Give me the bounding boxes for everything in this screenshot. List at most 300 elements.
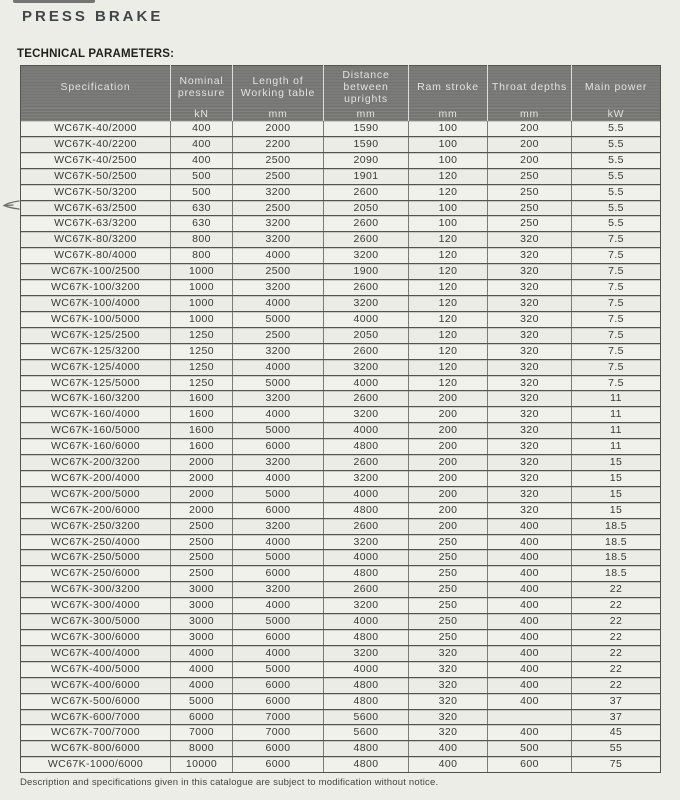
value-cell: 3200 [233, 391, 324, 407]
value-cell: 8000 [171, 741, 233, 757]
spec-cell: WC67K-160/4000 [21, 407, 171, 423]
value-cell: 250 [409, 534, 488, 550]
value-cell: 5000 [233, 486, 324, 502]
value-cell: 250 [409, 614, 488, 630]
value-cell: 7.5 [572, 232, 661, 248]
value-cell: 200 [409, 486, 488, 502]
spec-cell: WC67K-250/4000 [21, 534, 171, 550]
value-cell: 120 [409, 327, 488, 343]
value-cell: 6000 [233, 677, 324, 693]
value-cell: 7.5 [572, 375, 661, 391]
value-cell: 6000 [171, 709, 233, 725]
value-cell: 3200 [233, 343, 324, 359]
page-title: PRESS BRAKE [22, 8, 164, 25]
spec-cell: WC67K-500/6000 [21, 693, 171, 709]
value-cell: 400 [488, 550, 572, 566]
value-cell: 6000 [233, 502, 324, 518]
value-cell: 2000 [171, 486, 233, 502]
table-row [21, 311, 661, 327]
value-cell: 400 [488, 582, 572, 598]
table-row [21, 582, 661, 598]
value-cell: 22 [572, 661, 661, 677]
spec-cell: WC67K-300/4000 [21, 598, 171, 614]
value-cell: 2000 [233, 121, 324, 136]
value-cell: 100 [409, 136, 488, 152]
value-cell: 1250 [171, 359, 233, 375]
value-cell: 5000 [233, 614, 324, 630]
spec-cell: WC67K-700/7000 [21, 725, 171, 741]
value-cell: 250 [488, 168, 572, 184]
value-cell: 800 [171, 248, 233, 264]
value-cell: 250 [488, 216, 572, 232]
spec-table [20, 65, 661, 773]
value-cell: 55 [572, 741, 661, 757]
table-body [21, 121, 661, 773]
value-cell: 5.5 [572, 168, 661, 184]
value-cell: 1600 [171, 407, 233, 423]
value-cell: 400 [171, 121, 233, 136]
value-cell: 320 [488, 502, 572, 518]
value-cell: 1000 [171, 264, 233, 280]
value-cell: 45 [572, 725, 661, 741]
value-cell: 7.5 [572, 311, 661, 327]
value-cell: 11 [572, 391, 661, 407]
value-cell: 3200 [233, 455, 324, 471]
value-cell: 2600 [324, 216, 409, 232]
value-cell: 5600 [324, 725, 409, 741]
value-cell: 2500 [171, 566, 233, 582]
value-cell: 320 [488, 327, 572, 343]
value-cell: 2090 [324, 152, 409, 168]
value-cell: 400 [488, 661, 572, 677]
value-cell: 3000 [171, 598, 233, 614]
value-cell: 22 [572, 645, 661, 661]
spec-cell: WC67K-400/4000 [21, 645, 171, 661]
value-cell: 2500 [233, 152, 324, 168]
value-cell: 400 [488, 534, 572, 550]
value-cell: 22 [572, 598, 661, 614]
value-cell: 75 [572, 757, 661, 773]
value-cell: 7.5 [572, 280, 661, 296]
value-cell: 120 [409, 343, 488, 359]
table-row [21, 168, 661, 184]
spec-cell: WC67K-160/6000 [21, 439, 171, 455]
table-row [21, 693, 661, 709]
value-cell: 3200 [324, 248, 409, 264]
spec-cell: WC67K-250/5000 [21, 550, 171, 566]
value-cell: 5.5 [572, 184, 661, 200]
spec-cell: WC67K-100/3200 [21, 280, 171, 296]
value-cell: 4000 [324, 614, 409, 630]
value-cell: 5.5 [572, 216, 661, 232]
value-cell: 320 [488, 470, 572, 486]
value-cell: 3200 [324, 295, 409, 311]
value-cell: 3200 [233, 582, 324, 598]
spec-cell: WC67K-50/2500 [21, 168, 171, 184]
value-cell: 11 [572, 439, 661, 455]
table-row [21, 470, 661, 486]
value-cell: 4000 [233, 470, 324, 486]
value-cell: 4000 [233, 407, 324, 423]
value-cell: 2600 [324, 232, 409, 248]
table-row [21, 375, 661, 391]
value-cell: 4000 [324, 550, 409, 566]
table-row [21, 661, 661, 677]
value-cell: 120 [409, 264, 488, 280]
spec-cell: WC67K-300/6000 [21, 630, 171, 646]
value-cell: 2600 [324, 280, 409, 296]
table-row [21, 598, 661, 614]
value-cell: 7.5 [572, 264, 661, 280]
value-cell: 320 [488, 248, 572, 264]
value-cell: 4800 [324, 757, 409, 773]
value-cell: 250 [409, 582, 488, 598]
table-row [21, 630, 661, 646]
value-cell: 200 [488, 136, 572, 152]
value-cell: 320 [488, 311, 572, 327]
table-row [21, 264, 661, 280]
value-cell: 120 [409, 248, 488, 264]
table-row [21, 121, 661, 136]
value-cell: 4000 [171, 645, 233, 661]
spec-cell: WC67K-63/3200 [21, 216, 171, 232]
value-cell: 6000 [233, 630, 324, 646]
spec-cell: WC67K-800/6000 [21, 741, 171, 757]
value-cell: 4800 [324, 439, 409, 455]
value-cell: 5000 [233, 661, 324, 677]
table-row [21, 216, 661, 232]
value-cell: 400 [488, 645, 572, 661]
value-cell: 4000 [171, 661, 233, 677]
value-cell: 4000 [324, 375, 409, 391]
table-row [21, 327, 661, 343]
value-cell: 2000 [171, 455, 233, 471]
value-cell: 4000 [233, 598, 324, 614]
value-cell: 37 [572, 693, 661, 709]
value-cell: 4000 [171, 677, 233, 693]
value-cell: 320 [409, 661, 488, 677]
table-row [21, 566, 661, 582]
value-cell: 18.5 [572, 566, 661, 582]
spec-cell: WC67K-100/4000 [21, 295, 171, 311]
value-cell: 200 [409, 502, 488, 518]
col-unit-main-power: kW [572, 108, 661, 121]
spec-cell: WC67K-250/6000 [21, 566, 171, 582]
value-cell: 200 [488, 121, 572, 136]
value-cell: 2500 [233, 168, 324, 184]
value-cell: 3200 [324, 359, 409, 375]
value-cell: 200 [409, 407, 488, 423]
value-cell [488, 709, 572, 725]
col-header-throat-depths: Throat depths [488, 66, 572, 109]
value-cell: 320 [409, 645, 488, 661]
value-cell: 4800 [324, 566, 409, 582]
table-row [21, 423, 661, 439]
value-cell: 200 [409, 439, 488, 455]
value-cell: 4000 [233, 359, 324, 375]
value-cell: 18.5 [572, 534, 661, 550]
spec-cell: WC67K-100/5000 [21, 311, 171, 327]
spec-cell: WC67K-125/5000 [21, 375, 171, 391]
value-cell: 2500 [233, 200, 324, 216]
value-cell: 320 [409, 677, 488, 693]
table-row [21, 295, 661, 311]
value-cell: 3200 [324, 598, 409, 614]
value-cell: 6000 [233, 439, 324, 455]
table-row [21, 391, 661, 407]
value-cell: 200 [488, 152, 572, 168]
value-cell: 5.5 [572, 152, 661, 168]
table-row [21, 725, 661, 741]
value-cell: 5000 [171, 693, 233, 709]
spec-cell: WC67K-160/5000 [21, 423, 171, 439]
value-cell: 400 [488, 677, 572, 693]
value-cell: 2600 [324, 184, 409, 200]
table-row [21, 677, 661, 693]
table-row [21, 757, 661, 773]
spec-cell: WC67K-200/6000 [21, 502, 171, 518]
value-cell: 3000 [171, 614, 233, 630]
value-cell: 800 [171, 232, 233, 248]
value-cell: 22 [572, 677, 661, 693]
value-cell: 250 [409, 566, 488, 582]
value-cell: 1250 [171, 375, 233, 391]
value-cell: 400 [171, 152, 233, 168]
value-cell: 1000 [171, 311, 233, 327]
value-cell: 11 [572, 423, 661, 439]
table-row [21, 502, 661, 518]
value-cell: 120 [409, 232, 488, 248]
spec-cell: WC67K-63/2500 [21, 200, 171, 216]
value-cell: 1600 [171, 391, 233, 407]
value-cell: 120 [409, 280, 488, 296]
value-cell: 250 [409, 598, 488, 614]
value-cell: 400 [409, 741, 488, 757]
value-cell: 5.5 [572, 136, 661, 152]
value-cell: 1590 [324, 136, 409, 152]
value-cell: 22 [572, 582, 661, 598]
value-cell: 400 [488, 630, 572, 646]
value-cell: 7000 [233, 725, 324, 741]
value-cell: 320 [488, 359, 572, 375]
table-row [21, 518, 661, 534]
value-cell: 120 [409, 359, 488, 375]
value-cell: 4800 [324, 677, 409, 693]
value-cell: 400 [488, 518, 572, 534]
table-row [21, 359, 661, 375]
value-cell: 5000 [233, 423, 324, 439]
col-unit-upright-distance: mm [324, 108, 409, 121]
value-cell: 100 [409, 216, 488, 232]
col-unit-table-length: mm [233, 108, 324, 121]
table-row [21, 136, 661, 152]
spec-cell: WC67K-300/3200 [21, 582, 171, 598]
value-cell: 4000 [324, 311, 409, 327]
value-cell: 2600 [324, 391, 409, 407]
table-row [21, 614, 661, 630]
value-cell: 5000 [233, 375, 324, 391]
value-cell: 320 [488, 486, 572, 502]
spec-cell: WC67K-200/5000 [21, 486, 171, 502]
value-cell: 200 [409, 423, 488, 439]
value-cell: 120 [409, 375, 488, 391]
value-cell: 320 [488, 280, 572, 296]
value-cell: 3200 [324, 534, 409, 550]
spec-cell: WC67K-200/3200 [21, 455, 171, 471]
value-cell: 3200 [233, 280, 324, 296]
value-cell: 2500 [171, 550, 233, 566]
col-header-table-length: Length of Working table [233, 66, 324, 109]
value-cell: 6000 [233, 741, 324, 757]
value-cell: 5.5 [572, 200, 661, 216]
col-header-ram-stroke: Ram stroke [409, 66, 488, 109]
value-cell: 3200 [233, 518, 324, 534]
value-cell: 200 [409, 391, 488, 407]
value-cell: 3200 [324, 645, 409, 661]
value-cell: 200 [409, 455, 488, 471]
left-arrow-pencil-mark-icon [1, 198, 21, 213]
value-cell: 18.5 [572, 518, 661, 534]
value-cell: 4800 [324, 741, 409, 757]
value-cell: 3000 [171, 582, 233, 598]
value-cell: 2600 [324, 582, 409, 598]
table-row [21, 184, 661, 200]
value-cell: 250 [409, 550, 488, 566]
spec-cell: WC67K-125/2500 [21, 327, 171, 343]
spec-cell: WC67K-100/2500 [21, 264, 171, 280]
value-cell: 7.5 [572, 343, 661, 359]
value-cell: 2600 [324, 343, 409, 359]
value-cell: 250 [488, 200, 572, 216]
value-cell: 1600 [171, 423, 233, 439]
spec-cell: WC67K-80/4000 [21, 248, 171, 264]
value-cell: 3200 [324, 407, 409, 423]
value-cell: 400 [488, 725, 572, 741]
spec-cell: WC67K-160/3200 [21, 391, 171, 407]
value-cell: 1901 [324, 168, 409, 184]
table-row [21, 407, 661, 423]
value-cell: 120 [409, 184, 488, 200]
col-unit-throat-depths: mm [488, 108, 572, 121]
value-cell: 5000 [233, 311, 324, 327]
value-cell: 1600 [171, 439, 233, 455]
technical-parameters-table [20, 65, 660, 773]
col-unit-ram-stroke: mm [409, 108, 488, 121]
value-cell: 4000 [324, 423, 409, 439]
value-cell: 500 [171, 184, 233, 200]
table-row [21, 534, 661, 550]
table-row [21, 280, 661, 296]
value-cell: 7.5 [572, 248, 661, 264]
value-cell: 400 [488, 598, 572, 614]
value-cell: 320 [488, 232, 572, 248]
value-cell: 22 [572, 630, 661, 646]
spec-cell: WC67K-50/3200 [21, 184, 171, 200]
value-cell: 600 [488, 757, 572, 773]
value-cell: 400 [488, 566, 572, 582]
spec-cell: WC67K-200/4000 [21, 470, 171, 486]
table-row [21, 200, 661, 216]
value-cell: 630 [171, 200, 233, 216]
col-unit-nominal-pressure: kN [171, 108, 233, 121]
value-cell: 320 [488, 375, 572, 391]
value-cell: 4800 [324, 502, 409, 518]
value-cell: 11 [572, 407, 661, 423]
value-cell: 3200 [233, 232, 324, 248]
value-cell: 320 [488, 295, 572, 311]
value-cell: 15 [572, 470, 661, 486]
value-cell: 400 [488, 614, 572, 630]
value-cell: 3200 [233, 184, 324, 200]
table-row [21, 152, 661, 168]
value-cell: 4800 [324, 693, 409, 709]
value-cell: 15 [572, 455, 661, 471]
value-cell: 7.5 [572, 295, 661, 311]
spec-cell: WC67K-125/3200 [21, 343, 171, 359]
value-cell: 5600 [324, 709, 409, 725]
table-row [21, 645, 661, 661]
value-cell: 2000 [171, 502, 233, 518]
table-row [21, 248, 661, 264]
spec-cell: WC67K-40/2000 [21, 121, 171, 136]
value-cell: 400 [171, 136, 233, 152]
value-cell: 320 [488, 407, 572, 423]
col-header-main-power: Main power [572, 66, 661, 109]
footer-disclaimer: Description and specifications given in this catalogue are subject to modification without notice. [20, 777, 439, 788]
value-cell: 2500 [171, 518, 233, 534]
table-row [21, 343, 661, 359]
value-cell: 2500 [171, 534, 233, 550]
value-cell: 4000 [324, 486, 409, 502]
value-cell: 6000 [233, 566, 324, 582]
value-cell: 4800 [324, 630, 409, 646]
value-cell: 320 [488, 391, 572, 407]
value-cell: 2200 [233, 136, 324, 152]
table-row [21, 232, 661, 248]
value-cell: 2050 [324, 200, 409, 216]
value-cell: 22 [572, 614, 661, 630]
table-row [21, 709, 661, 725]
section-label: TECHNICAL PARAMETERS: [17, 48, 175, 60]
value-cell: 7000 [171, 725, 233, 741]
spec-cell: WC67K-80/3200 [21, 232, 171, 248]
value-cell: 120 [409, 311, 488, 327]
value-cell: 100 [409, 121, 488, 136]
value-cell: 500 [488, 741, 572, 757]
scan-artifact-bar [13, 0, 95, 3]
value-cell: 100 [409, 152, 488, 168]
value-cell: 120 [409, 168, 488, 184]
value-cell: 5000 [233, 550, 324, 566]
table-row [21, 550, 661, 566]
value-cell: 4000 [233, 248, 324, 264]
value-cell: 320 [409, 709, 488, 725]
value-cell: 400 [409, 757, 488, 773]
value-cell: 120 [409, 295, 488, 311]
value-cell: 2000 [171, 470, 233, 486]
value-cell: 15 [572, 486, 661, 502]
value-cell: 1590 [324, 121, 409, 136]
value-cell: 18.5 [572, 550, 661, 566]
col-header-specification: Specification [21, 66, 171, 109]
value-cell: 1250 [171, 343, 233, 359]
value-cell: 2600 [324, 455, 409, 471]
value-cell: 1250 [171, 327, 233, 343]
col-header-nominal-pressure: Nominal pressure [171, 66, 233, 109]
table-row [21, 741, 661, 757]
spec-cell: WC67K-300/5000 [21, 614, 171, 630]
value-cell: 320 [488, 343, 572, 359]
